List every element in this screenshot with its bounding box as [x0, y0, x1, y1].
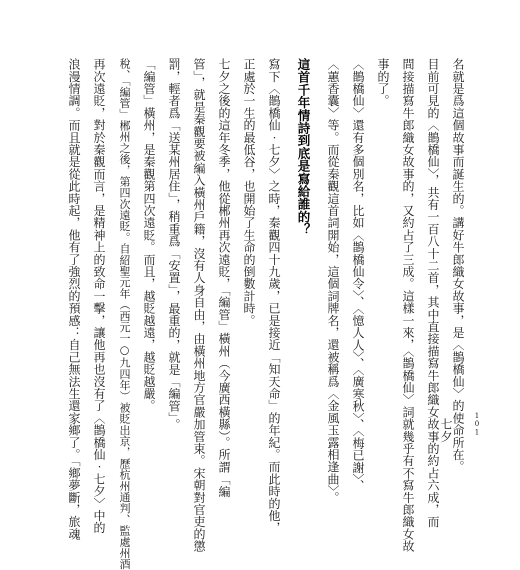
text-column-14: 稅、「編管」郴州之後，第四次遠貶。自紹聖元年（西元一○九四年）被貶出京，歷杭州通判、監處州酒: [118, 58, 131, 570]
text-column-10: 七夕之後的這年冬季，他從郴州再次遠貶，「編管」橫州（今廣西橫縣）。所謂「編: [217, 58, 231, 498]
text-column-6: 〈蕙香囊〉等。而從秦觀這首詞開始，這個詞牌名，還被稱爲〈金風玉露相逢曲〉。: [326, 58, 340, 504]
page-number: 101: [473, 412, 481, 437]
text-column-12: 罰，輕者爲「送某州居住」，稍重爲「安置」，最重的，就是「編管」。: [167, 58, 181, 431]
text-column-16: 浪漫情調。而且就是從此時起，他有了強烈的預感：自己無法生還家鄉了。「鄉夢斷，旅魂: [67, 58, 81, 540]
text-column-9: 正處於一生的最低谷，也開始了生命的倒數計時。: [242, 58, 256, 327]
text-column-15: 再次遠貶，對於秦觀而言，是精神上的致命一擊，讓他再也沒有了〈鵲橋仙‧七夕〉中的: [92, 58, 106, 534]
text-column-4: 事的了。: [376, 58, 390, 107]
text-column-1: 名就是爲這個故事而誕生的。講好牛郎織女故事，是〈鵲橋仙〉的使命所在。: [451, 58, 465, 473]
text-column-2: 目前可見的〈鵲橋仙〉，共有一百八十二首，其中直接描寫牛郎織女故事的約占六成，而: [426, 58, 440, 528]
running-head: 七夕: [439, 418, 453, 443]
text-column-3: 間接描寫牛郎織女故事的，又約占了三成。這樣一來，〈鵲橋仙〉詞就幾乎有不寫牛郎織女故: [401, 58, 415, 553]
section-heading: 這首千年情詩到底是寫給誰的？: [296, 58, 311, 236]
text-column-5: 〈鵲橋仙〉還有多個別名，比如〈鵲橋仙令〉、〈憶人人〉、〈廣寒秋〉、〈梅已謝〉、: [351, 58, 365, 492]
text-column-8: 寫下〈鵲橋仙‧七夕〉之時，秦觀四十九歲，已是接近「知天命」的年紀。而此時的他，: [267, 58, 281, 534]
text-column-13: 「編管」橫州，是秦觀第四次遠貶。而且，越貶越遠，越貶越嚴。: [142, 58, 156, 412]
text-column-11: 管」，就是秦觀要被編入橫州戶籍，沒有人身自由，由橫州地方官嚴加管束。宋朝對官吏的懲: [192, 58, 206, 553]
